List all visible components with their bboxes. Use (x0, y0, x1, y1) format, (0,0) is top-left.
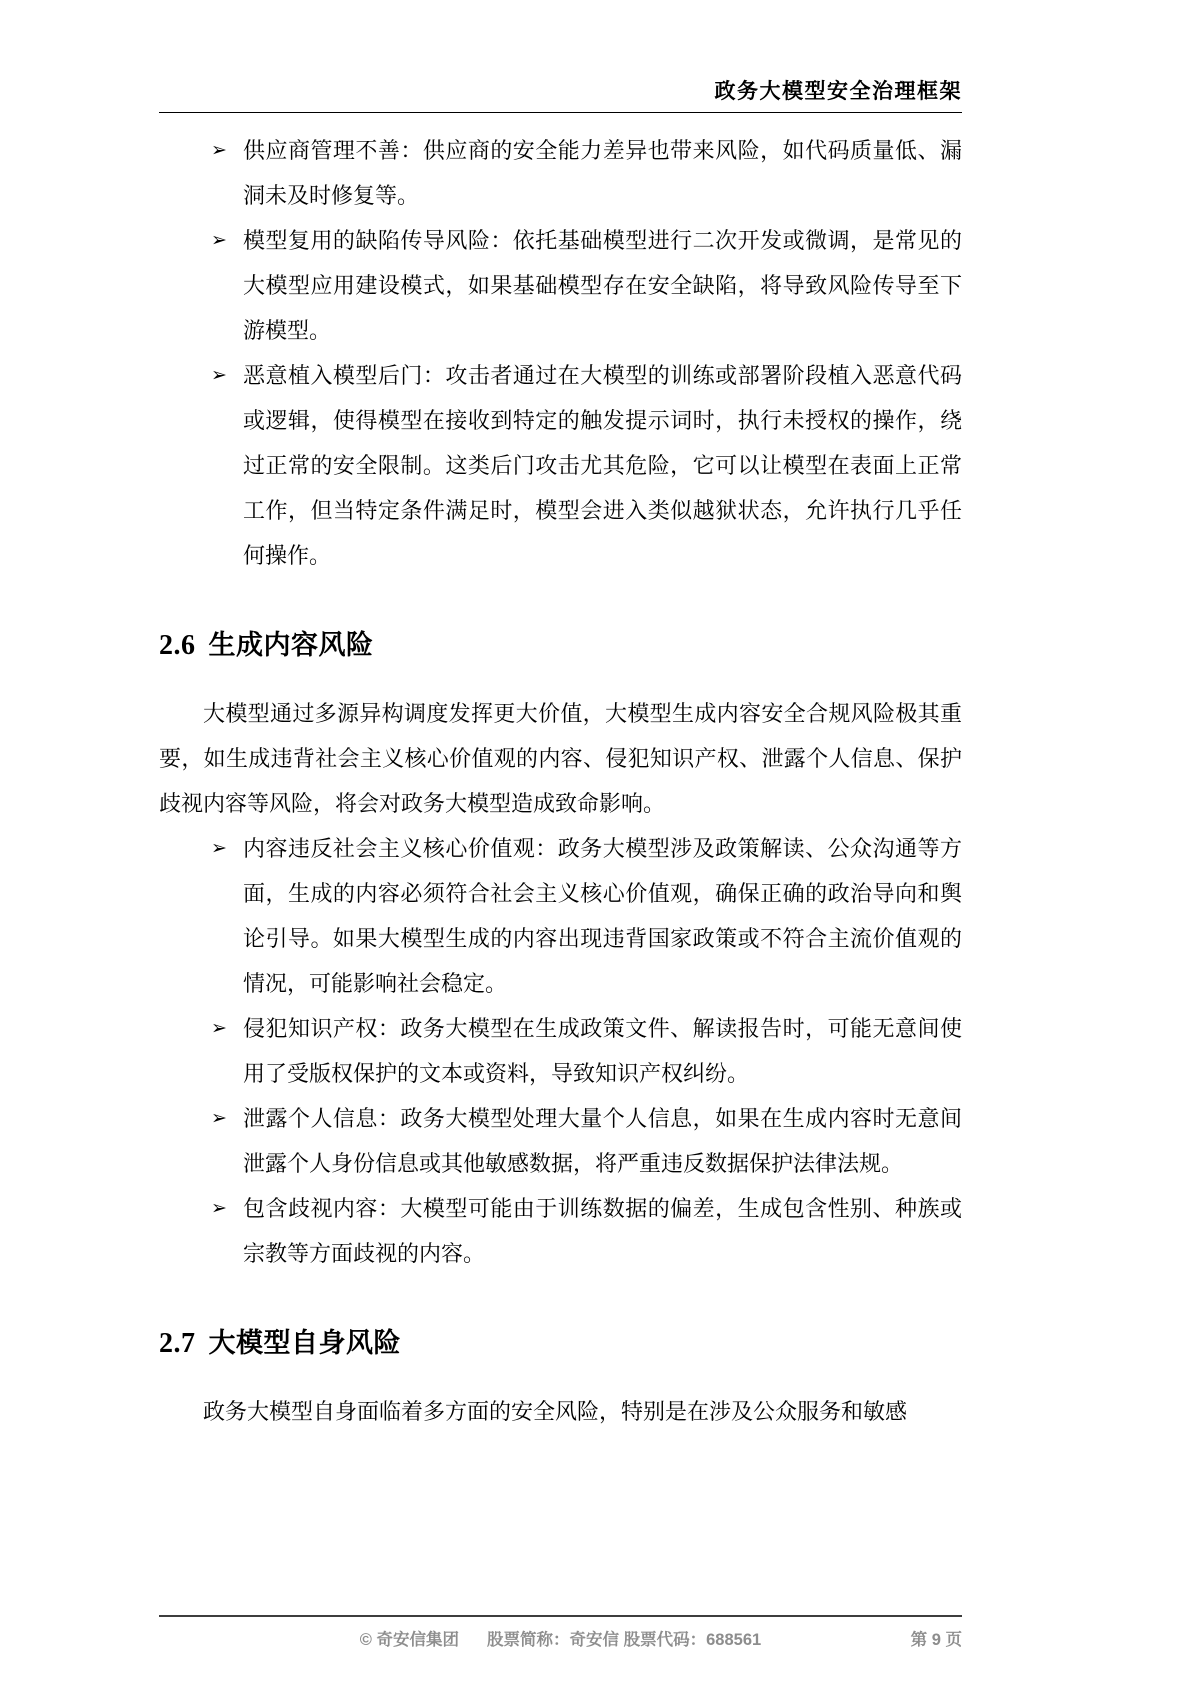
list-item (159, 218, 962, 353)
arrow-bullet-icon: ➢ (211, 1198, 227, 1219)
page-footer (159, 1627, 962, 1653)
page-header (159, 0, 962, 113)
list-item-text: 侵犯知识产权：政务大模型在生成政策文件、解读报告时，可能无意间使用了受版权保护的文本或资料，导致知识产权纠纷。 (243, 1016, 962, 1086)
section-heading-2-7 (159, 1314, 962, 1373)
footer-company-info (159, 1627, 962, 1653)
arrow-bullet-icon: ➢ (211, 140, 227, 161)
arrow-bullet-icon: ➢ (211, 230, 227, 251)
footer-divider (159, 1615, 962, 1617)
list-item-text: 模型复用的缺陷传导风险：依托基础模型进行二次开发或微调，是常见的大模型应用建设模式，如果基础模型存在安全缺陷，将导致风险传导至下游模型。 (243, 228, 962, 343)
section-title: 生成内容风险 (208, 630, 374, 660)
section-number: 2.6 (159, 630, 196, 661)
section-2-6-paragraph: 大模型通过多源异构调度发挥更大价值，大模型生成内容安全合规风险极其重要，如生成违背社会主义核心价值观的内容、侵犯知识产权、泄露个人信息、保护歧视内容等风险，将会对政务大模型造成致命影响。 (159, 701, 962, 816)
list-item-text: 供应商管理不善：供应商的安全能力差异也带来风险，如代码质量低、漏洞未及时修复等。 (243, 138, 962, 208)
list-item (159, 353, 962, 578)
list-item-text: 泄露个人信息：政务大模型处理大量个人信息，如果在生成内容时无意间泄露个人身份信息或其他敏感数据，将严重违反数据保护法律法规。 (243, 1106, 962, 1176)
list-item (159, 1096, 962, 1186)
list-item (159, 1006, 962, 1096)
header-title: 政务大模型安全治理框架 (714, 79, 962, 103)
section-number: 2.7 (159, 1328, 196, 1359)
content-risk-list (159, 826, 962, 1276)
section-title: 大模型自身风险 (208, 1328, 401, 1358)
section-2-7-paragraph: 政务大模型自身面临着多方面的安全风险，特别是在涉及公众服务和敏感 (203, 1399, 908, 1424)
list-item (159, 826, 962, 1006)
footer-stock-info: 股票简称：奇安信 股票代码：688561 (487, 1631, 762, 1649)
list-item-text: 内容违反社会主义核心价值观：政务大模型涉及政策解读、公众沟通等方面，生成的内容必须符合社会主义核心价值观，确保正确的政治导向和舆论引导。如果大模型生成的内容出现违背国家政策或不符合主流价值观的情况，可能影响社会稳定。 (243, 836, 962, 996)
list-item (159, 1186, 962, 1276)
arrow-bullet-icon: ➢ (211, 838, 227, 859)
section-heading-2-6 (159, 616, 962, 675)
arrow-bullet-icon: ➢ (211, 1108, 227, 1129)
list-item (159, 128, 962, 218)
document-content (159, 128, 962, 1434)
list-item-text: 包含歧视内容：大模型可能由于训练数据的偏差，生成包含性别、种族或宗教等方面歧视的内容。 (243, 1196, 962, 1266)
footer-page-number: 第 9 页 (910, 1631, 962, 1649)
arrow-bullet-icon: ➢ (211, 365, 227, 386)
list-item-text: 恶意植入模型后门：攻击者通过在大模型的训练或部署阶段植入恶意代码或逻辑，使得模型在接收到特定的触发提示词时，执行未授权的操作，绕过正常的安全限制。这类后门攻击尤其危险，它可以让模型在表面上正常工作，但当特定条件满足时，模型会进入类似越狱状态，允许执行几乎任何操作。 (243, 363, 962, 568)
supply-chain-risk-list (159, 128, 962, 578)
arrow-bullet-icon: ➢ (211, 1018, 227, 1039)
footer-copyright: © 奇安信集团 (359, 1631, 460, 1649)
